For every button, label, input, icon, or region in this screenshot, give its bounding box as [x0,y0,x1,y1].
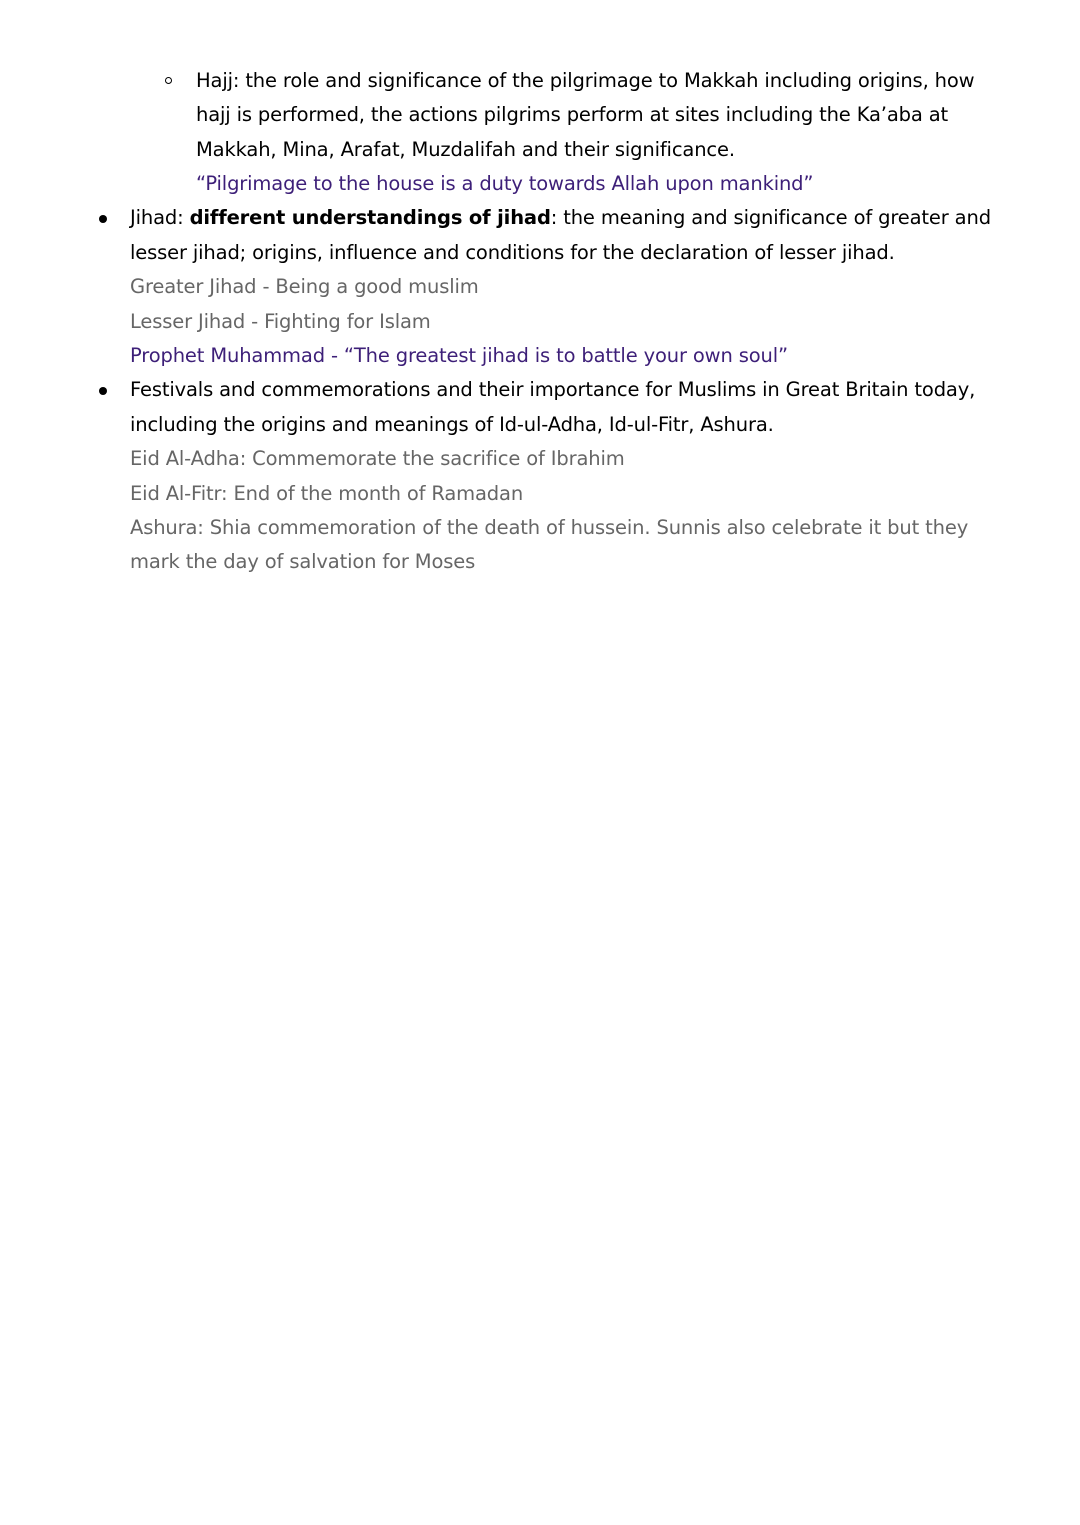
festivals-line-2: including the origins and meanings of Id-ul-Adha, Id-ul-Fitr, Ashura. [130,413,774,436]
hajj-line-2: hajj is performed, the actions pilgrims perform at sites including the Ka’aba at [196,103,949,126]
festivals-line-1: Festivals and commemorations and their importance for Muslims in Great Britain today, [130,378,976,401]
jihad-line-2: lesser jihad; origins, influence and conditions for the declaration of lesser jihad. [130,241,895,264]
hollow-circle-bullet-icon [165,77,172,84]
ashura-note-line-1: Ashura: Shia commemoration of the death of hussein. Sunnis also celebrate it but they [130,516,969,539]
eid-al-fitr-note: Eid Al-Fitr: End of the month of Ramadan [130,482,524,505]
lesser-jihad-note: Lesser Jihad - Fighting for Islam [130,310,431,333]
jihad-label: Jihad: [130,206,190,229]
jihad-line-1 [130,206,991,230]
jihad-bold-heading: different understandings of jihad [189,206,551,229]
hajj-line-3: Makkah, Mina, Arafat, Muzdalifah and their significance. [196,138,735,161]
filled-dot-bullet-icon [99,387,107,395]
hajj-quote: “Pilgrimage to the house is a duty towards Allah upon mankind” [196,172,814,195]
ashura-note-line-2: mark the day of salvation for Moses [130,550,476,573]
eid-al-adha-note: Eid Al-Adha: Commemorate the sacrifice of Ibrahim [130,447,625,470]
greater-jihad-note: Greater Jihad - Being a good muslim [130,275,479,298]
prophet-muhammad-quote: Prophet Muhammad - “The greatest jihad is to battle your own soul” [130,344,788,367]
filled-dot-bullet-icon [99,215,107,223]
hajj-line-1: Hajj: the role and significance of the pilgrimage to Makkah including origins, how [196,69,975,92]
jihad-line-1-rest: : the meaning and significance of greater and [550,206,991,229]
